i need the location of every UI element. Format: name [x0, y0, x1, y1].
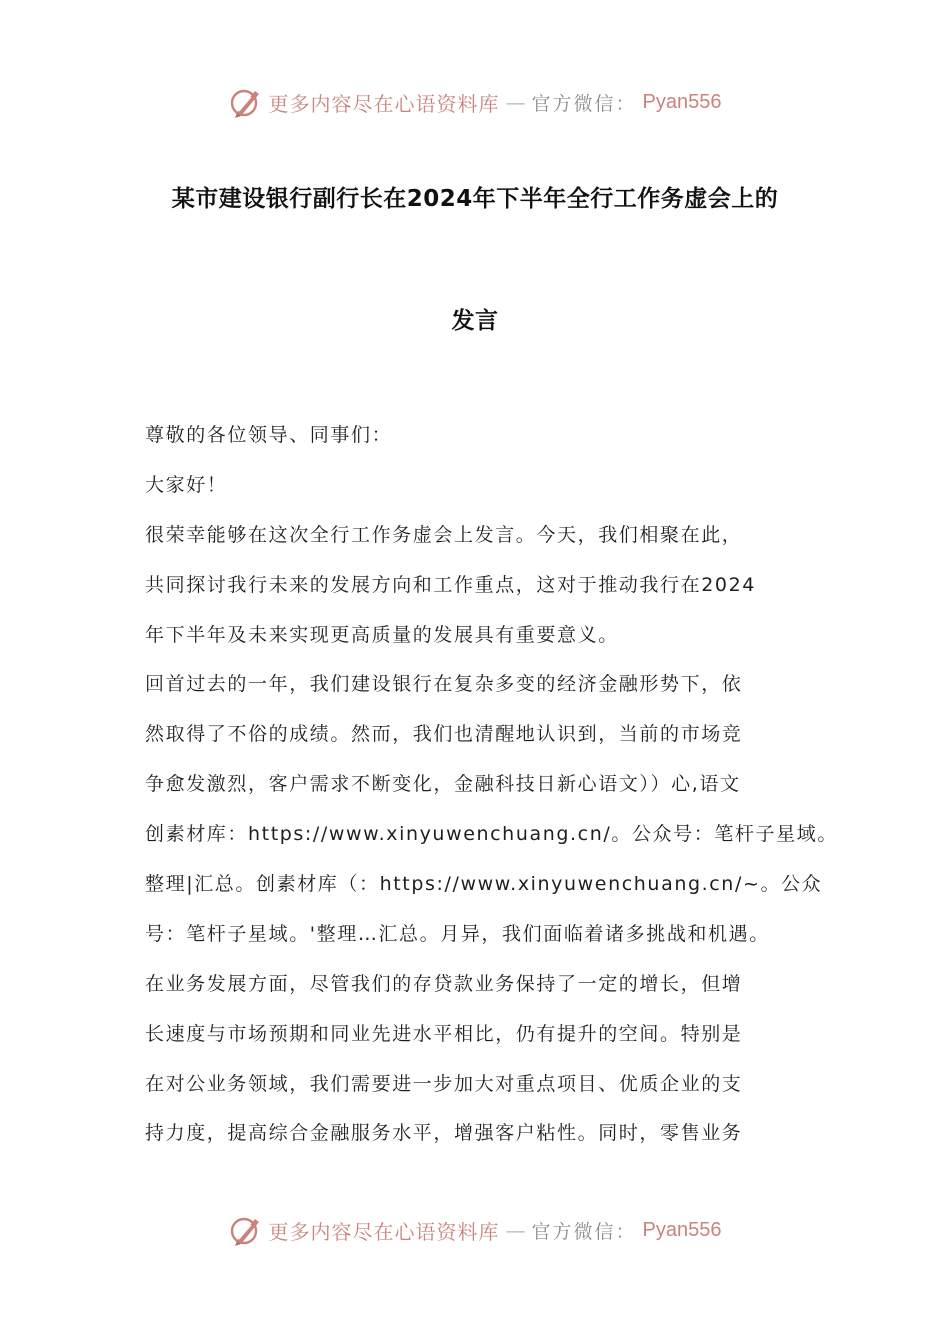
banner-separator: — [505, 90, 526, 114]
body-line: 尊敬的各位领导、同事们： [145, 424, 393, 446]
body-line: 在业务发展方面，尽管我们的存贷款业务保持了一定的增长，但增 [145, 972, 743, 995]
document-body [145, 416, 838, 1164]
banner-wechat-label: 官方微信： [531, 1220, 637, 1243]
banner-wechat-id: Pyan556 [642, 90, 722, 113]
banner-text: 更多内容尽在心语资料库 [268, 91, 500, 116]
body-line: 持力度，提高综合金融服务水平，增强客户粘性。同时，零售业务 [145, 1122, 743, 1145]
body-line: 很荣幸能够在这次全行工作务虚会上发言。今天，我们相聚在此， [145, 523, 743, 546]
body-line: 大家好！ [145, 473, 228, 496]
body-line: 然取得了不俗的成绩。然而，我们也清醒地认识到，当前的市场竞 [145, 723, 743, 746]
pen-logo-icon [229, 1213, 263, 1247]
footer-banner [0, 1210, 950, 1250]
page-title-continued: 发言 [451, 308, 499, 334]
body-line: 号：笔杆子星域。'整理…汇总。月异，我们面临着诸多挑战和机遇。 [145, 922, 770, 945]
body-line: 创素材库：https://www.xinyuwenchuang.cn/。公众号：笔杆子星域。 [145, 823, 838, 846]
body-line: 整理|汇总。创素材库（：https://www.xinyuwenchuang.cn/~。公众 [145, 873, 823, 896]
body-line: 在对公业务领域，我们需要进一步加大对重点项目、优质企业的支 [145, 1072, 743, 1095]
pen-logo-icon [229, 85, 263, 119]
body-line: 共同探讨我行未来的发展方向和工作重点，这对于推动我行在2024 [145, 573, 756, 596]
header-banner [0, 82, 950, 122]
banner-wechat-id: Pyan556 [642, 1218, 722, 1241]
page-title: 某市建设银行副行长在2024年下半年全行工作务虚会上的 [171, 186, 779, 212]
banner-text: 更多内容尽在心语资料库 [268, 1219, 500, 1244]
banner-separator: — [505, 1218, 526, 1242]
banner-wechat-label: 官方微信： [531, 92, 637, 115]
body-line: 年下半年及未来实现更高质量的发展具有重要意义。 [145, 623, 619, 646]
body-line: 回首过去的一年，我们建设银行在复杂多变的经济金融形势下，依 [145, 673, 743, 696]
body-line: 长速度与市场预期和同业先进水平相比，仍有提升的空间。特别是 [145, 1022, 743, 1045]
body-line: 争愈发激烈，客户需求不断变化，金融科技日新心语文））心,语文 [145, 773, 741, 796]
